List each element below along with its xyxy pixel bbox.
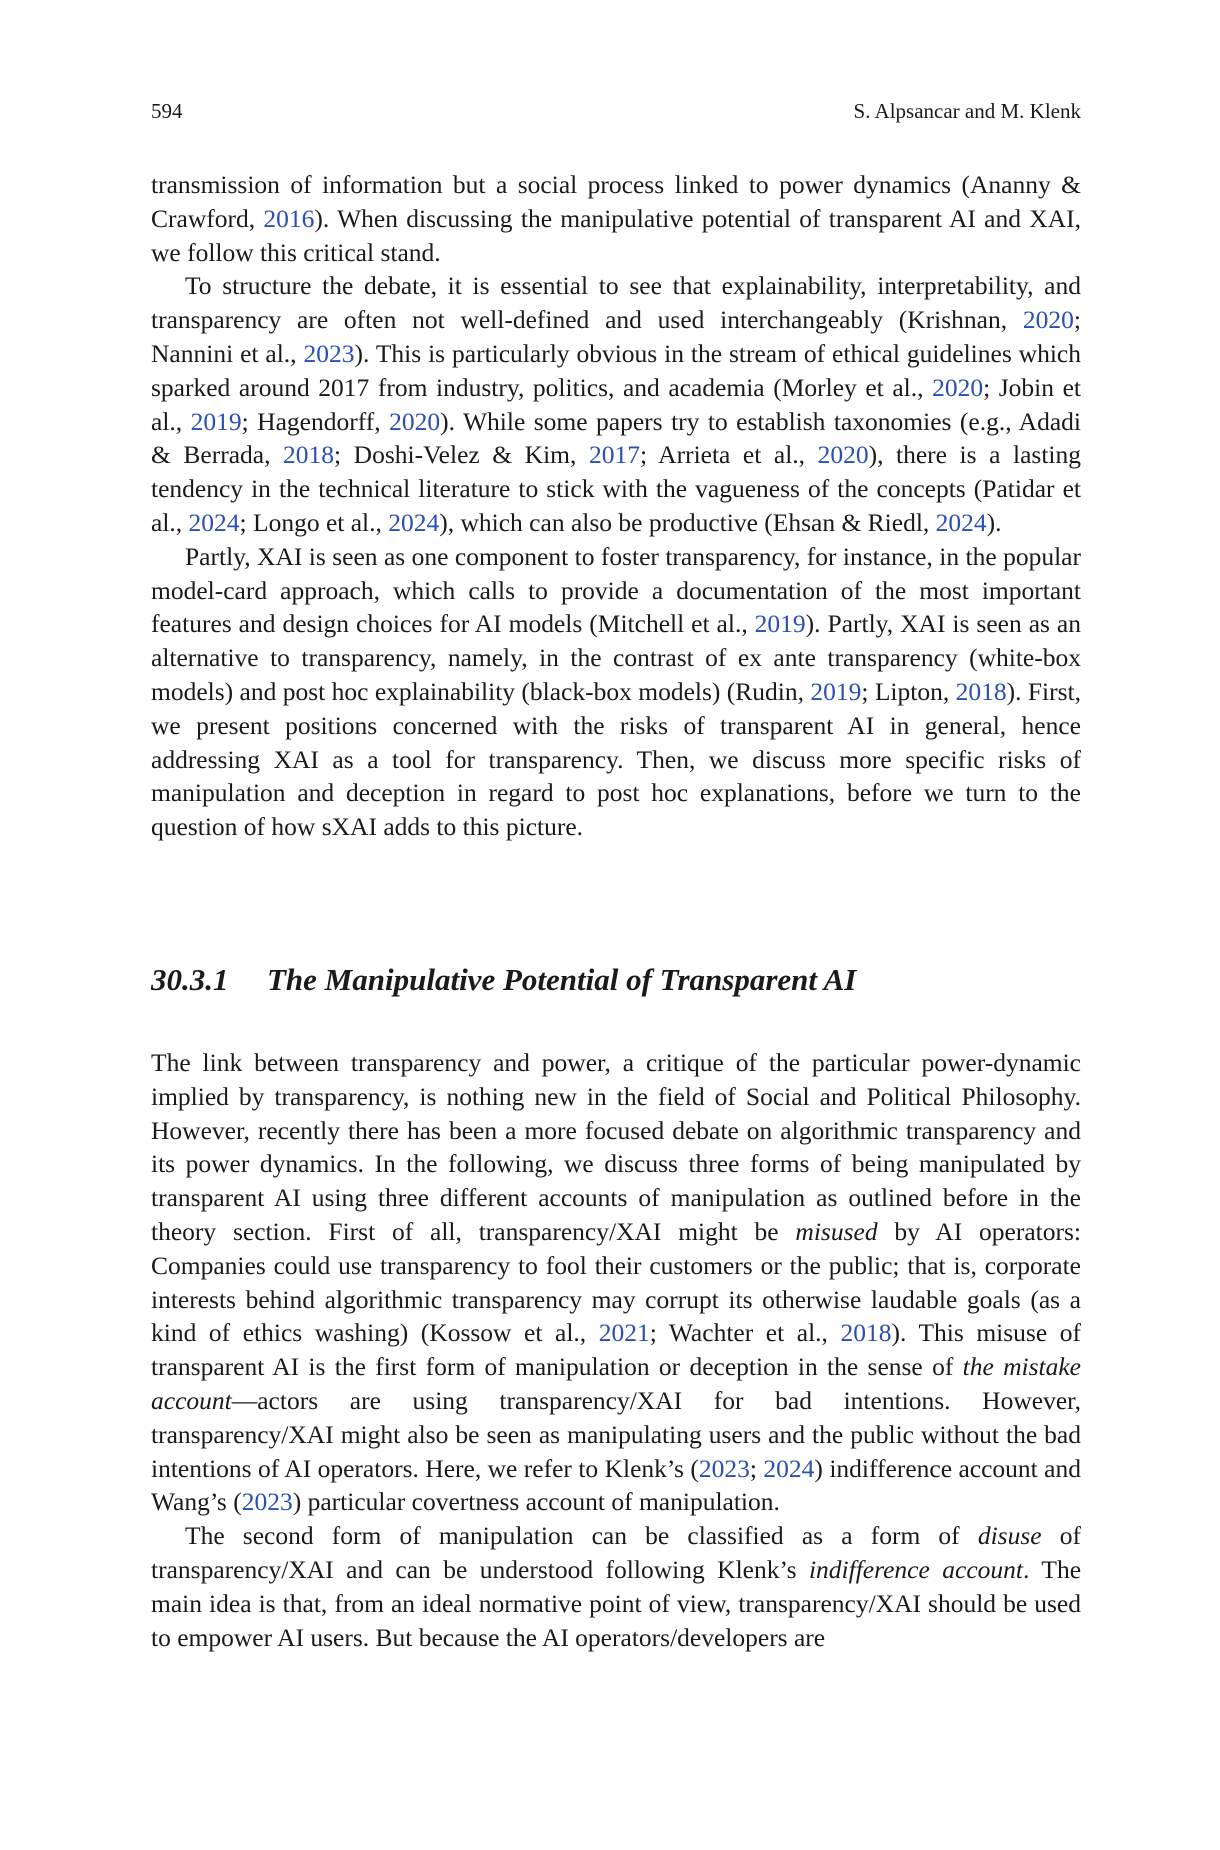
citation-link[interactable]: 2016: [263, 203, 315, 233]
paragraph-1: transmission of information but a social process linked to power dynamics (Ananny & Crawford, 2016). When discussing the manipulative potential of transparent AI and XAI, we follow this critical stand.: [151, 170, 1081, 267]
paragraph-3: Partly, XAI is seen as one component to foster transparency, for instance, in the popular model-card approach, which calls to provide a documentation of the most important features and design choices for AI models (Mitchell et al., 2019). Partly, XAI is seen as an alternative to transparency, namely, in the contrast of ex ante transparency (white-box models) and post hoc explainability (black-box models) (Rudin, 2019; Lipton, 2018). First, we present positions concerned with the risks of transparent AI in general, hence addressing XAI as a tool for transparency. Then, we discuss more specific risks of manipulation and deception in regard to post hoc explanations, before we turn to the question of how sXAI adds to this picture.: [151, 541, 1081, 842]
running-head-authors: S. Alpsancar and M. Klenk: [853, 99, 1081, 123]
page-number: 594: [151, 99, 183, 123]
citation-link[interactable]: 2023: [303, 338, 355, 368]
citation-link[interactable]: 2023: [241, 1487, 293, 1517]
citation-link[interactable]: 2018: [840, 1318, 892, 1348]
citation-link[interactable]: 2024: [188, 507, 240, 537]
citation-link[interactable]: 2024: [935, 507, 987, 537]
section-title: The Manipulative Potential of Transparent AI: [267, 962, 857, 997]
paragraph-4: The link between transparency and power, a critique of the particular power-dynamic implied by transparency, is nothing new in the field of Social and Political Philosophy. However, recently there has been a more focused debate on algorithmic transparency and its power dynamics. In the following, we discuss three forms of being manipulated by transparent AI using three different accounts of manipulation as outlined before in the theory section. First of all, transparency/XAI might be misused by AI operators: Companies could use transparency to fool their customers or the public; that is, corporate interests behind algorithmic transparency may corrupt its otherwise laudable goals (as a kind of ethics washing) (Kossow et al., 2021; Wachter et al., 2018). This misuse of transparent AI is the first form of manipulation or deception in the sense of the mistake account—actors are using transparency/XAI for bad intentions. However, transparency/XAI might also be seen as manipulating users and the public without the bad intentions of AI operators. Here, we refer to Klenk’s (2023; 2024) indifference account and Wang’s (2023) particular covertness account of manipulation.: [151, 1048, 1081, 1517]
citation-link[interactable]: 2018: [283, 440, 335, 470]
paragraph-5: The second form of manipulation can be classified as a form of disuse of transparency/XAI and can be understood following Klenk’s indifference account. The main idea is that, from an ideal normative point of view, transparency/XAI should be used to empower AI users. But because the AI operators/developers are: [151, 1521, 1082, 1652]
body-text-section: [151, 1046, 1081, 1654]
citation-link[interactable]: 2018: [955, 676, 1007, 706]
section-number: 30.3.1: [151, 962, 229, 997]
emphasis-text: indifference account: [808, 1554, 1023, 1584]
emphasis-text: misused: [795, 1216, 878, 1246]
citation-link[interactable]: 2019: [754, 609, 806, 639]
citation-link[interactable]: 2019: [190, 406, 242, 436]
citation-link[interactable]: 2024: [388, 507, 440, 537]
citation-link[interactable]: 2024: [763, 1453, 815, 1483]
citation-link[interactable]: 2019: [810, 676, 862, 706]
citation-link[interactable]: 2017: [588, 440, 640, 470]
citation-link[interactable]: 2021: [598, 1318, 650, 1348]
running-header: [151, 96, 1081, 126]
emphasis-text: the mistake account: [151, 1352, 1081, 1415]
emphasis-text: disuse: [977, 1521, 1042, 1551]
section-heading: [151, 960, 1081, 1000]
citation-link[interactable]: 2020: [932, 372, 984, 402]
citation-link[interactable]: 2020: [817, 440, 869, 470]
citation-link[interactable]: 2020: [389, 406, 441, 436]
citation-link[interactable]: 2023: [698, 1453, 750, 1483]
paragraph-2: To structure the debate, it is essential to see that explainability, interpretability, and transparency are often not well-defined and used interchangeably (Krishnan, 2020; Nannini et al., 2023). This is particularly obvious in the stream of ethical guidelines which sparked around 2017 from industry, politics, and academia (Morley et al., 2020; Jobin et al., 2019; Hagendorff, 2020). While some papers try to establish taxonomies (e.g., Adadi & Berrada, 2018; Doshi-Velez & Kim, 2017; Arrieta et al., 2020), there is a lasting tendency in the technical literature to stick with the vagueness of the concepts (Patidar et al., 2024; Longo et al., 2024), which can also be productive (Ehsan & Riedl, 2024).: [151, 271, 1081, 537]
citation-link[interactable]: 2020: [1022, 305, 1074, 335]
body-text-top: [151, 168, 1081, 844]
